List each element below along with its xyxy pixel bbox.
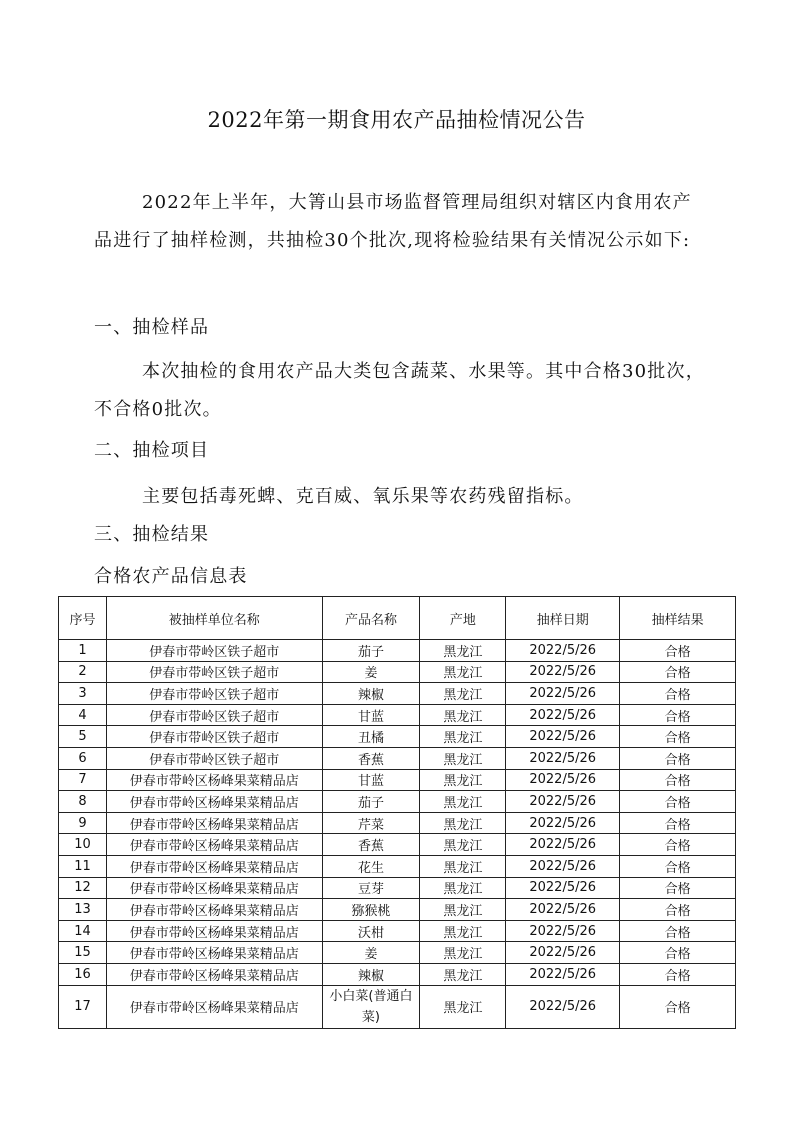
- date-cell: 2022/5/26: [506, 963, 620, 985]
- table-row: [59, 899, 736, 921]
- table-row: [59, 747, 736, 769]
- index-cell: 9: [59, 812, 107, 834]
- product-cell: 茄子: [322, 640, 420, 662]
- result-cell: 合格: [620, 855, 736, 877]
- origin-cell: 黑龙江: [420, 747, 506, 769]
- result-cell: 合格: [620, 791, 736, 813]
- index-cell: 3: [59, 683, 107, 705]
- product-cell: 丑橘: [322, 726, 420, 748]
- unit-cell: 伊春市带岭区杨峰果菜精品店: [106, 855, 322, 877]
- result-cell: 合格: [620, 769, 736, 791]
- section-heading-samples: 一、抽检样品: [94, 317, 210, 338]
- origin-cell: 黑龙江: [420, 812, 506, 834]
- result-cell: 合格: [620, 920, 736, 942]
- date-cell: 2022/5/26: [506, 899, 620, 921]
- date-cell: 2022/5/26: [506, 942, 620, 964]
- origin-cell: 黑龙江: [420, 855, 506, 877]
- samples-paragraph: 本次抽检的食用农产品大类包含蔬菜、水果等。其中合格30批次，不合格0批次。: [94, 361, 705, 420]
- index-cell: 5: [59, 726, 107, 748]
- product-cell: 小白菜(普通白菜): [322, 985, 420, 1028]
- origin-cell: 黑龙江: [420, 942, 506, 964]
- unit-cell: 伊春市带岭区铁子超市: [106, 726, 322, 748]
- page-title: 2022年第一期食用农产品抽检情况公告: [207, 108, 586, 132]
- index-cell: 12: [59, 877, 107, 899]
- index-cell: 6: [59, 747, 107, 769]
- table-body: [59, 640, 736, 1029]
- date-cell: 2022/5/26: [506, 640, 620, 662]
- header-cell-unit: 被抽样单位名称: [106, 597, 322, 640]
- table-row: [59, 769, 736, 791]
- index-cell: 8: [59, 791, 107, 813]
- index-cell: 16: [59, 963, 107, 985]
- table-row: [59, 877, 736, 899]
- unit-cell: 伊春市带岭区杨峰果菜精品店: [106, 985, 322, 1028]
- result-cell: 合格: [620, 899, 736, 921]
- product-cell: 香蕉: [322, 747, 420, 769]
- unit-cell: 伊春市带岭区杨峰果菜精品店: [106, 877, 322, 899]
- unit-cell: 伊春市带岭区铁子超市: [106, 683, 322, 705]
- product-cell: 姜: [322, 942, 420, 964]
- date-cell: 2022/5/26: [506, 704, 620, 726]
- header-cell-index: 序号: [59, 597, 107, 640]
- product-cell: 姜: [322, 661, 420, 683]
- date-cell: 2022/5/26: [506, 683, 620, 705]
- table-row: [59, 834, 736, 856]
- date-cell: 2022/5/26: [506, 985, 620, 1028]
- unit-cell: 伊春市带岭区杨峰果菜精品店: [106, 791, 322, 813]
- unit-cell: 伊春市带岭区杨峰果菜精品店: [106, 769, 322, 791]
- table-row: [59, 920, 736, 942]
- result-cell: 合格: [620, 942, 736, 964]
- unit-cell: 伊春市带岭区杨峰果菜精品店: [106, 942, 322, 964]
- result-cell: 合格: [620, 834, 736, 856]
- index-cell: 7: [59, 769, 107, 791]
- table-row: [59, 985, 736, 1028]
- result-cell: 合格: [620, 640, 736, 662]
- index-cell: 1: [59, 640, 107, 662]
- items-paragraph: 主要包括毒死蜱、克百威、氧乐果等农药残留指标。: [142, 486, 584, 507]
- index-cell: 13: [59, 899, 107, 921]
- table-row: [59, 942, 736, 964]
- result-cell: 合格: [620, 963, 736, 985]
- table-row: [59, 726, 736, 748]
- date-cell: 2022/5/26: [506, 877, 620, 899]
- index-cell: 14: [59, 920, 107, 942]
- product-cell: 甘蓝: [322, 704, 420, 726]
- header-cell-product: 产品名称: [322, 597, 420, 640]
- product-cell: 辣椒: [322, 683, 420, 705]
- table-row: [59, 855, 736, 877]
- index-cell: 17: [59, 985, 107, 1028]
- table-header-row: [59, 597, 736, 640]
- date-cell: 2022/5/26: [506, 812, 620, 834]
- product-cell: 茄子: [322, 791, 420, 813]
- origin-cell: 黑龙江: [420, 985, 506, 1028]
- table-row: [59, 640, 736, 662]
- table-caption: 合格农产品信息表: [94, 566, 248, 587]
- header-cell-date: 抽样日期: [506, 597, 620, 640]
- unit-cell: 伊春市带岭区杨峰果菜精品店: [106, 834, 322, 856]
- results-table: [58, 596, 736, 1029]
- origin-cell: 黑龙江: [420, 791, 506, 813]
- origin-cell: 黑龙江: [420, 834, 506, 856]
- date-cell: 2022/5/26: [506, 769, 620, 791]
- result-cell: 合格: [620, 704, 736, 726]
- index-cell: 15: [59, 942, 107, 964]
- result-cell: 合格: [620, 683, 736, 705]
- result-cell: 合格: [620, 812, 736, 834]
- origin-cell: 黑龙江: [420, 661, 506, 683]
- product-cell: 辣椒: [322, 963, 420, 985]
- unit-cell: 伊春市带岭区杨峰果菜精品店: [106, 920, 322, 942]
- index-cell: 4: [59, 704, 107, 726]
- unit-cell: 伊春市带岭区铁子超市: [106, 747, 322, 769]
- table-row: [59, 812, 736, 834]
- product-cell: 香蕉: [322, 834, 420, 856]
- table-row: [59, 963, 736, 985]
- origin-cell: 黑龙江: [420, 769, 506, 791]
- unit-cell: 伊春市带岭区杨峰果菜精品店: [106, 899, 322, 921]
- index-cell: 11: [59, 855, 107, 877]
- index-cell: 10: [59, 834, 107, 856]
- date-cell: 2022/5/26: [506, 726, 620, 748]
- section-heading-results: 三、抽检结果: [94, 524, 210, 545]
- origin-cell: 黑龙江: [420, 899, 506, 921]
- table-row: [59, 704, 736, 726]
- origin-cell: 黑龙江: [420, 726, 506, 748]
- result-cell: 合格: [620, 747, 736, 769]
- date-cell: 2022/5/26: [506, 920, 620, 942]
- date-cell: 2022/5/26: [506, 791, 620, 813]
- section-heading-items: 二、抽检项目: [94, 440, 210, 461]
- table-row: [59, 683, 736, 705]
- header-cell-origin: 产地: [420, 597, 506, 640]
- origin-cell: 黑龙江: [420, 963, 506, 985]
- date-cell: 2022/5/26: [506, 747, 620, 769]
- unit-cell: 伊春市带岭区杨峰果菜精品店: [106, 812, 322, 834]
- table-row: [59, 661, 736, 683]
- origin-cell: 黑龙江: [420, 920, 506, 942]
- result-cell: 合格: [620, 726, 736, 748]
- result-cell: 合格: [620, 661, 736, 683]
- header-cell-result: 抽样结果: [620, 597, 736, 640]
- product-cell: 芹菜: [322, 812, 420, 834]
- date-cell: 2022/5/26: [506, 834, 620, 856]
- product-cell: 花生: [322, 855, 420, 877]
- product-cell: 甘蓝: [322, 769, 420, 791]
- origin-cell: 黑龙江: [420, 877, 506, 899]
- product-cell: 猕猴桃: [322, 899, 420, 921]
- table-row: [59, 791, 736, 813]
- unit-cell: 伊春市带岭区铁子超市: [106, 640, 322, 662]
- origin-cell: 黑龙江: [420, 640, 506, 662]
- product-cell: 豆芽: [322, 877, 420, 899]
- index-cell: 2: [59, 661, 107, 683]
- result-cell: 合格: [620, 877, 736, 899]
- unit-cell: 伊春市带岭区杨峰果菜精品店: [106, 963, 322, 985]
- origin-cell: 黑龙江: [420, 704, 506, 726]
- result-cell: 合格: [620, 985, 736, 1028]
- product-cell: 沃柑: [322, 920, 420, 942]
- unit-cell: 伊春市带岭区铁子超市: [106, 704, 322, 726]
- date-cell: 2022/5/26: [506, 855, 620, 877]
- date-cell: 2022/5/26: [506, 661, 620, 683]
- origin-cell: 黑龙江: [420, 683, 506, 705]
- unit-cell: 伊春市带岭区铁子超市: [106, 661, 322, 683]
- intro-paragraph: 2022年上半年，大箐山县市场监督管理局组织对辖区内食用农产品进行了抽样检测，共抽检30个批次,现将检验结果有关情况公示如下:: [94, 192, 692, 251]
